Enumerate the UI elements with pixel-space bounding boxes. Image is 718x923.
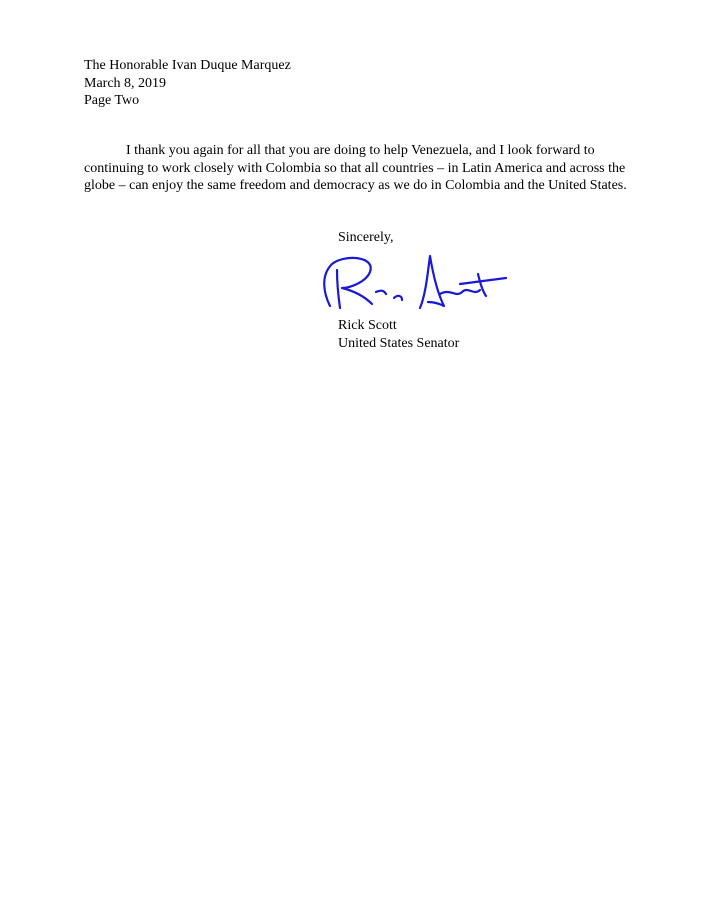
signer-title: United States Senator bbox=[338, 336, 460, 351]
closing-line: Sincerely, bbox=[338, 230, 394, 245]
recipient-line: The Honorable Ivan Duque Marquez bbox=[84, 58, 291, 73]
signer-name: Rick Scott bbox=[338, 318, 397, 333]
letter-header bbox=[84, 57, 291, 110]
body-paragraph: I thank you again for all that you are doing to help Venezuela, and I look forward to continuing to work closely with Colombia so that all countries – in Latin America and across the globe – can enjoy the same freedom and democracy as we do in Colombia and the United States. bbox=[84, 143, 627, 194]
page-label: Page Two bbox=[84, 93, 140, 108]
signature-block bbox=[338, 317, 459, 353]
handwritten-signature bbox=[310, 250, 510, 316]
date-line: March 8, 2019 bbox=[84, 75, 167, 91]
